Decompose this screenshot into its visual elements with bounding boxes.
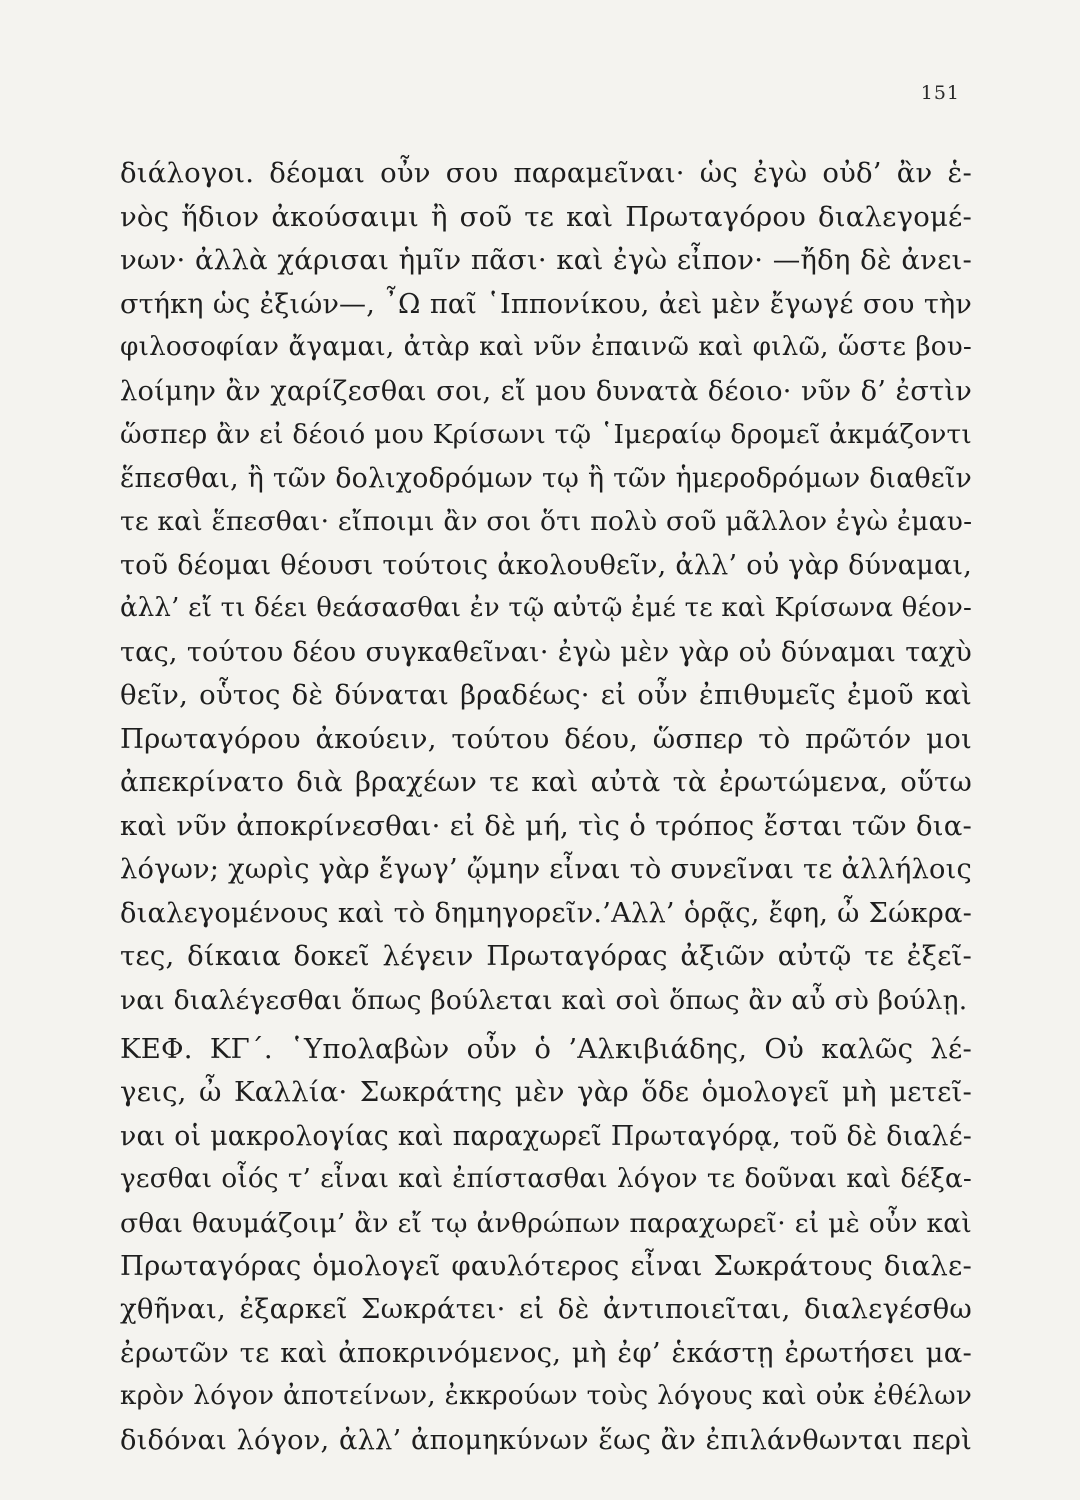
text-line: διαλεγομένους καὶ τὸ δημηγορεῖν.’Αλλ’ ὁρᾷς, ἔφη, ὦ Σώκρα- — [120, 897, 972, 929]
text-line: ΚΕΦ. ΚΓ΄. ῾Υπολαβὼν οὖν ὁ ’Αλκιβιάδης, Οὐ καλῶς λέ- — [120, 1033, 972, 1065]
paragraph-2 — [120, 1028, 972, 1462]
text-line: διάλογοι. δέομαι οὖν σου παραμεῖναι· ὡς ἐγὼ οὐδ’ ἂν ἑ- — [120, 157, 972, 189]
text-line: ὥσπερ ἂν εἰ δέοιό μου Κρίσωνι τῷ ῾Ιμεραίῳ δρομεῖ ἀκμάζοντι — [120, 419, 972, 450]
text-line: σθαι θαυμάζοιμ’ ἂν εἴ τῳ ἀνθρώπων παραχωρεῖ· εἰ μὲ οὖν καὶ — [120, 1207, 972, 1239]
text-line: νων· ἀλλὰ χάρισαι ἡμῖν πᾶσι· καὶ ἐγὼ εἶπον· —ἤδη δὲ ἀνει- — [120, 244, 972, 276]
text-line: Πρωταγόρου ἀκούειν, τούτου δέου, ὥσπερ τὸ πρῶτόν μοι — [120, 722, 972, 755]
text-line: νὸς ἥδιον ἀκούσαιμι ἢ σοῦ τε καὶ Πρωταγόρου διαλεγομέ- — [120, 200, 972, 233]
text-line: χθῆναι, ἐξαρκεῖ Σωκράτει· εἰ δὲ ἀντιποιεῖται, διαλεγέσθω — [120, 1293, 972, 1326]
text-line: ἐρωτῶν τε καὶ ἀποκρινόμενος, μὴ ἐφ’ ἑκάστῃ ἐρωτήσει μα- — [120, 1336, 972, 1369]
text-line: κρὸν λόγον ἀποτείνων, ἐκκρούων τοὺς λόγους καὶ οὐκ ἐθέλων — [120, 1381, 972, 1412]
text-line: λόγων; χωρὶς γὰρ ἔγωγ’ ᾤμην εἶναι τὸ συνεῖναι τε ἀλλήλοις — [120, 854, 972, 885]
text-line: γεσθαι οἷός τ’ εἶναι καὶ ἐπίστασθαι λόγον τε δοῦναι καὶ δέξα- — [120, 1164, 972, 1195]
text-line: τες, δίκαια δοκεῖ λέγειν Πρωταγόρας ἀξιῶν αὐτῷ τε ἐξεῖ- — [120, 940, 972, 972]
text-line: Πρωταγόρας ὁμολογεῖ φαυλότερος εἶναι Σωκράτους διαλε- — [120, 1249, 972, 1282]
text-line: ἕπεσθαι, ἢ τῶν δολιχοδρόμων τῳ ἢ τῶν ἡμεροδρόμων διαθεῖν — [120, 462, 972, 494]
text-line: λοίμην ἂν χαρίζεσθαι σοι, εἴ μου δυνατὰ δέοιο· νῦν δ’ ἐστὶν — [120, 375, 972, 407]
text-line: τοῦ δέομαι θέουσι τούτοις ἀκολουθεῖν, ἀλλ’ οὐ γὰρ δύναμαι, — [120, 549, 972, 581]
text-line: θεῖν, οὗτος δὲ δύναται βραδέως· εἰ οὖν ἐπιθυμεῖς ἐμοῦ καὶ — [120, 679, 972, 711]
text-line: τε καὶ ἕπεσθαι· εἴποιμι ἂν σοι ὅτι πολὺ σοῦ μᾶλλον ἐγὼ ἐμαυ- — [120, 506, 973, 537]
text-line: διδόναι λόγον, ἀλλ’ ἀπομηκύνων ἕως ἂν ἐπιλάνθωνται περὶ — [120, 1424, 972, 1456]
page-number: 151 — [920, 82, 960, 104]
text-line: στήκη ὡς ἐξιών—, ῏Ω παῖ ῾Ιππονίκου, ἀεὶ μὲν ἔγωγέ σου τὴν — [120, 288, 972, 320]
text-line: ἀλλ’ εἴ τι δέει θεάσασθαι ἐν τῷ αὐτῷ ἐμέ τε καὶ Κρίσωνα θέον- — [120, 593, 972, 623]
text-line: ἀπεκρίνατο διὰ βραχέων τε καὶ αὐτὰ τὰ ἐρωτώμενα, οὕτω — [120, 766, 972, 798]
text-line: τας, τούτου δέου συγκαθεῖναι· ἐγὼ μὲν γὰρ οὐ δύναμαι ταχὺ — [120, 636, 972, 668]
text-line: ναι οἱ μακρολογίας καὶ παραχωρεῖ Πρωταγόρᾳ, τοῦ δὲ διαλέ- — [120, 1120, 972, 1152]
paragraph-1 — [120, 152, 972, 1022]
text-line: καὶ νῦν ἀποκρίνεσθαι· εἰ δὲ μή, τὶς ὁ τρόπος ἔσται τῶν δια- — [120, 809, 972, 842]
text-line: ναι διαλέγεσθαι ὅπως βούλεται καὶ σοὶ ὅπως ἂν αὖ σὺ βούλῃ. — [120, 984, 968, 1016]
text-line: γεις, ὦ Καλλία· Σωκράτης μὲν γὰρ ὅδε ὁμολογεῖ μὴ μετεῖ- — [120, 1076, 972, 1109]
text-line: φιλοσοφίαν ἄγαμαι, ἀτὰρ καὶ νῦν ἐπαινῶ καὶ φιλῶ, ὥστε βου- — [120, 332, 972, 362]
